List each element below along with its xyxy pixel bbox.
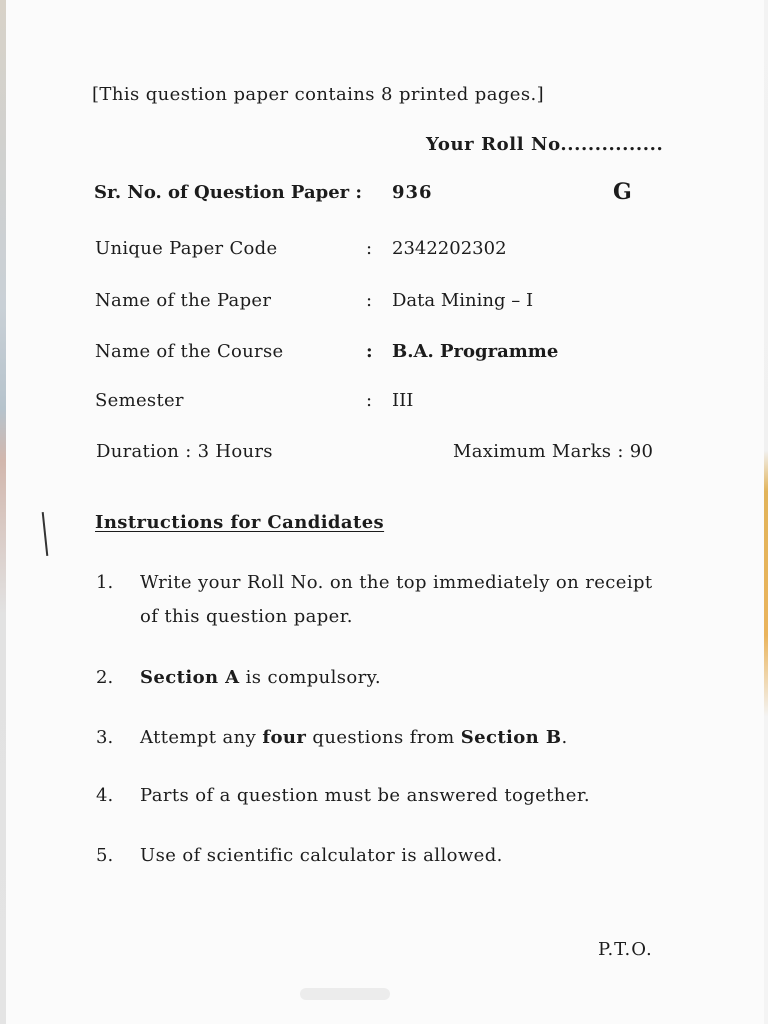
detail-label-course: Name of the Course — [95, 341, 284, 362]
instruction-number: 1. — [96, 572, 114, 593]
pages-note: [This question paper contains 8 printed pages.] — [92, 84, 545, 105]
instruction-text — [140, 667, 381, 688]
detail-value-semester: III — [392, 390, 414, 411]
instruction-text — [140, 572, 653, 593]
paper-smudge — [300, 988, 390, 1000]
instruction-part: is compulsory. — [239, 667, 381, 688]
detail-value-course: B.A. Programme — [392, 341, 559, 362]
page-edge-right — [764, 0, 768, 1024]
please-turn-over: P.T.O. — [598, 939, 653, 960]
page-edge-left — [0, 0, 6, 1024]
detail-label-paper-name: Name of the Paper — [95, 290, 272, 311]
instruction-part-bold: Section A — [140, 667, 240, 688]
serial-number-value: 936 — [392, 182, 433, 203]
pen-mark — [42, 512, 49, 556]
instruction-number: 5. — [96, 845, 114, 866]
detail-label-paper-code: Unique Paper Code — [95, 238, 278, 259]
instruction-text — [140, 845, 503, 866]
maximum-marks: Maximum Marks : 90 — [453, 441, 654, 462]
instructions-heading: Instructions for Candidates — [95, 512, 385, 533]
detail-label-semester: Semester — [95, 390, 184, 411]
roll-number-field: Your Roll No............... — [426, 134, 664, 155]
instruction-part: questions from — [306, 727, 461, 748]
instruction-part-bold: four — [262, 727, 307, 748]
instruction-part: . — [561, 727, 568, 748]
instruction-part: Write your Roll No. on the top immediately on receipt — [140, 572, 653, 593]
duration: Duration : 3 Hours — [96, 441, 273, 462]
detail-colon: : — [366, 290, 373, 311]
instruction-text — [140, 727, 568, 748]
detail-value-paper-code: 2342202302 — [392, 238, 507, 259]
instruction-number: 4. — [96, 785, 114, 806]
instruction-text-continued: of this question paper. — [140, 606, 353, 627]
instruction-part: Use of scientific calculator is allowed. — [140, 845, 503, 866]
instruction-part-bold: Section B — [460, 727, 562, 748]
instruction-part: Parts of a question must be answered together. — [140, 785, 590, 806]
detail-value-paper-name: Data Mining – I — [392, 290, 534, 311]
detail-colon: : — [366, 238, 373, 259]
instruction-part: Attempt any — [140, 727, 263, 748]
serial-number-label: Sr. No. of Question Paper : — [94, 182, 363, 203]
instruction-number: 3. — [96, 727, 114, 748]
detail-colon: : — [366, 390, 373, 411]
instruction-number: 2. — [96, 667, 114, 688]
instruction-text — [140, 785, 590, 806]
detail-colon: : — [366, 341, 373, 362]
paper-set-letter: G — [613, 179, 632, 205]
